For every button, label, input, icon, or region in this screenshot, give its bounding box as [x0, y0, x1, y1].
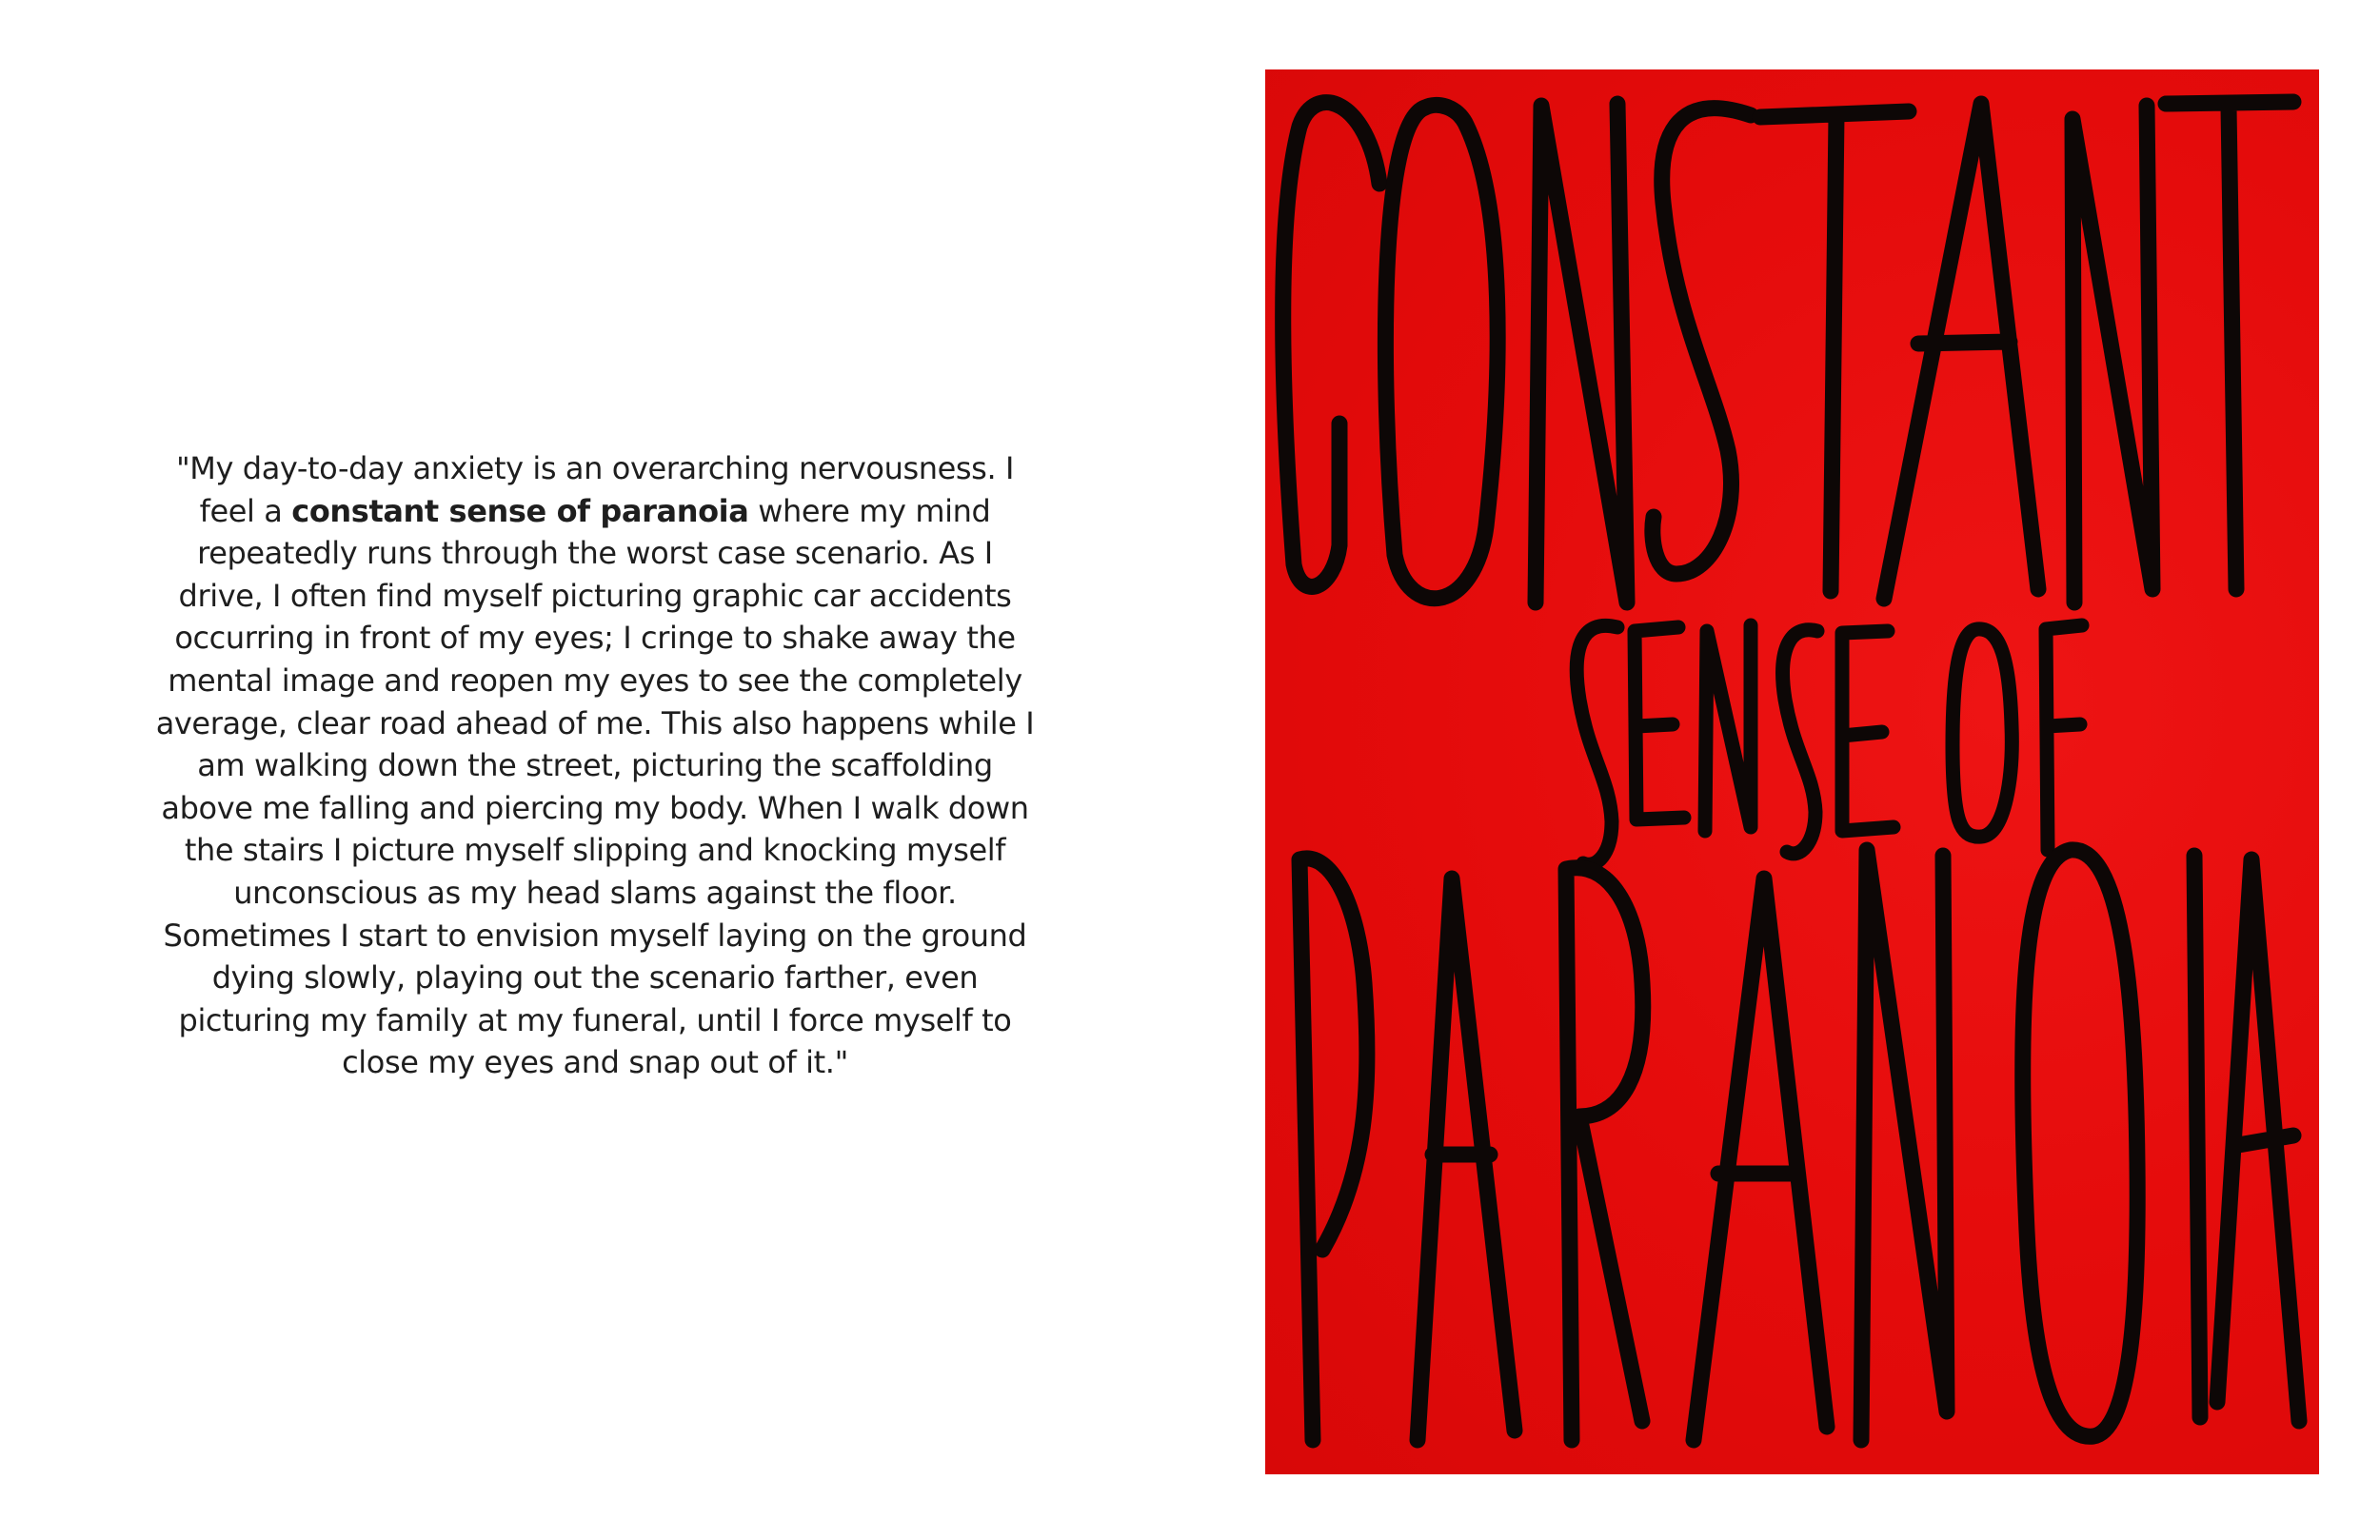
- letter-e-2: [1842, 631, 1894, 831]
- letter-c-1: [1283, 103, 1379, 587]
- quote-text-block: [152, 447, 1038, 1084]
- letter-a-2: [1418, 879, 1515, 1440]
- letter-p-1: [1299, 859, 1367, 1440]
- letter-s-1: [1653, 109, 1751, 574]
- quote-paragraph: [152, 447, 1038, 1084]
- quote-emphasis: constant sense of paranoia: [291, 492, 749, 529]
- letter-o-3: [2023, 850, 2138, 1436]
- letter-s-2: [1577, 625, 1617, 864]
- letter-a-4: [2217, 859, 2299, 1421]
- letter-n-4: [1861, 850, 1947, 1440]
- red-poster: [1265, 69, 2319, 1474]
- word-constant-lettering: [1283, 102, 2293, 602]
- hand-lettering-illustration: [1265, 69, 2319, 1474]
- letter-e-1: [1635, 627, 1684, 819]
- letter-o-2: [1953, 629, 2012, 837]
- word-paranoia-lettering: [1299, 850, 2299, 1440]
- letter-t-1: [1760, 111, 1909, 591]
- letter-s-3: [1783, 630, 1817, 854]
- quote-text-after: where my mind repeatedly runs through the worst case scenario. As I drive, I often find myself picturing graphic car accidents occurring in front of my eyes; I cringe to shake away the mental image and reopen my eyes to see the completely average, clear road ahead of me. This also happens while I am walking down the street, picturing the scaffolding above me falling and piercing my body. When I walk down the stairs I picture myself slipping and knocking myself unconscious as my head slams against the floor. Sometimes I start to envision myself laying on the ground dying slowly, playing out the scenario farther, even picturing my family at my funeral, until I force myself to close my eyes and snap out of it.": [155, 492, 1035, 1081]
- letter-f-1: [2046, 625, 2082, 850]
- quote-text-before: "My day-to-day anxiety is an overarching nervousness. I feel a: [175, 450, 1015, 529]
- letter-a-1: [1884, 104, 2038, 599]
- letter-r-1: [1566, 868, 1643, 1440]
- letter-i-1: [2194, 856, 2200, 1417]
- letter-o-1: [1385, 105, 1497, 598]
- letter-a-3: [1694, 879, 1827, 1440]
- letter-n-3: [1705, 625, 1751, 831]
- letter-n-2: [2073, 106, 2152, 602]
- words-sense-of-lettering: [1577, 625, 2082, 864]
- letter-t-2: [2166, 102, 2293, 589]
- letter-n-1: [1536, 104, 1627, 602]
